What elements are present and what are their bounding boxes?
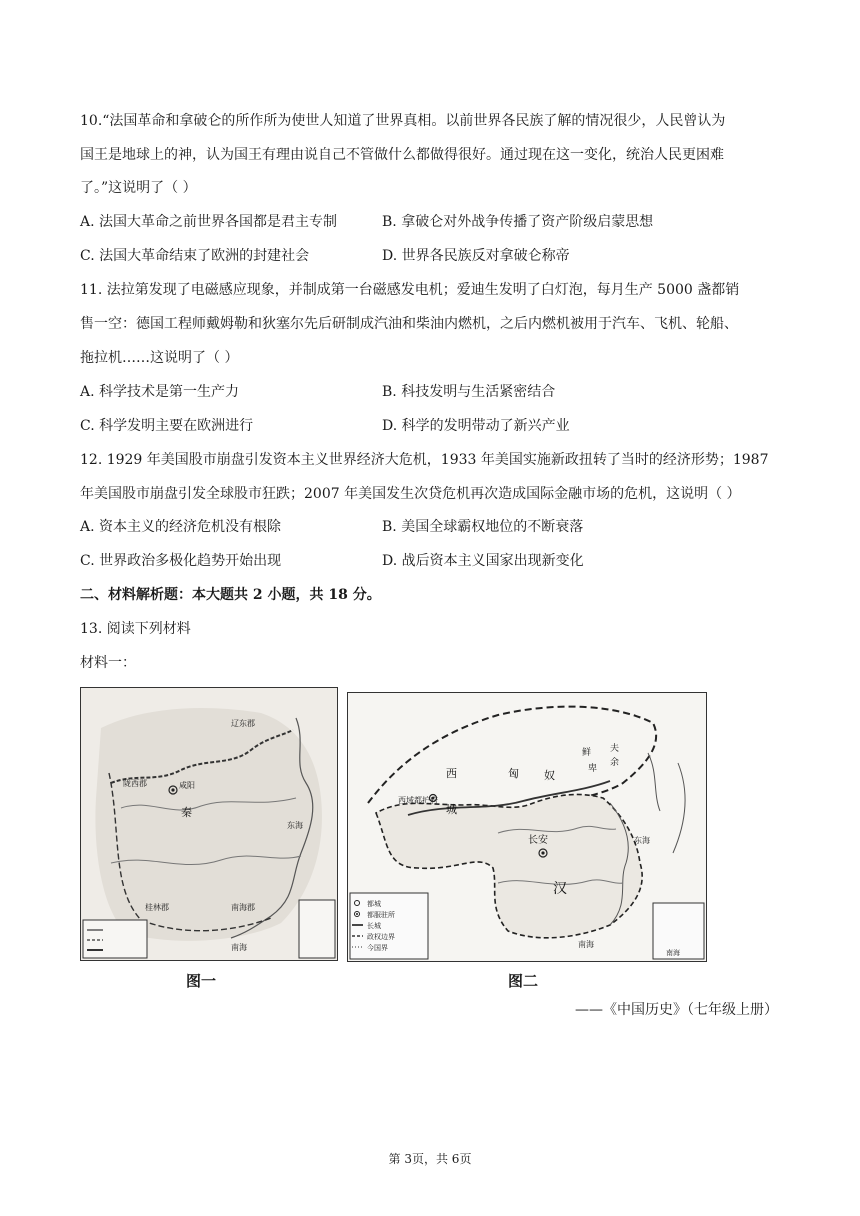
place-longxi: 陇西郡 <box>123 779 147 788</box>
figure-2-label: 图二 <box>508 972 539 990</box>
q12-option-b: B. 美国全球霸权地位的不断衰落 <box>382 519 584 535</box>
source-citation: ——《中国历史》（七年级上册） <box>575 1002 778 1018</box>
place-yu: 余 <box>610 758 620 768</box>
han-map <box>348 693 706 961</box>
place-nanhai-jun: 南海郡 <box>231 903 255 912</box>
q10-line-2: 国王是地球上的神，认为国王有理由说自己不管做什么都做得很好。通过现在这一变化，统治人民更困难 <box>80 147 724 163</box>
q10-option-c: C. 法国大革命结束了欧洲的封建社会 <box>80 248 310 264</box>
q10-option-a: A. 法国大革命之前世界各国都是君主专制 <box>80 214 338 230</box>
q11-option-c: C. 科学发明主要在欧洲进行 <box>80 418 254 434</box>
place-nanhai-inset: 南海 <box>666 949 680 957</box>
place-donghai: 东海 <box>287 821 303 830</box>
q10-option-d: D. 世界各民族反对拿破仑称帝 <box>382 248 570 264</box>
map-figure-1 <box>80 687 338 961</box>
map-figure-2 <box>347 692 707 962</box>
q11-line-2: 售一空：德国工程师戴姆勒和狄塞尔先后研制成汽油和柴油内燃机，之后内燃机被用于汽车、飞机、轮船、 <box>80 316 738 332</box>
q12-option-a: A. 资本主义的经济危机没有根除 <box>80 519 282 535</box>
legend-great-wall: 长城 <box>367 922 381 930</box>
place-nu: 奴 <box>544 769 555 782</box>
q12-line-1: 12. 1929 年美国股市崩盘引发资本主义世界经济大危机，1933 年美国实施新政扭转了当时的经济形势；1987 <box>80 452 769 468</box>
place-nanhai: 南海 <box>578 940 594 949</box>
place-xiyu-duhufu: 西域都护府 <box>398 796 438 805</box>
qin-map <box>81 688 337 960</box>
q10-line-1: 10.“法国革命和拿破仑的所作所为使世人知道了世界真相。以前世界各民族了解的情况很少，人民曾认为 <box>80 113 726 129</box>
q11-line-3: 拖拉机……这说明了（ ） <box>80 350 239 366</box>
place-donghai: 东海 <box>634 836 650 845</box>
q11-option-a: A. 科学技术是第一生产力 <box>80 384 240 400</box>
place-han: 汉 <box>553 881 567 897</box>
place-xiong: 匈 <box>508 767 519 780</box>
place-xianyang: 咸阳 <box>179 781 195 790</box>
place-guilin: 桂林郡 <box>145 903 169 912</box>
place-xian: 鲜 <box>582 748 592 758</box>
place-liaodong: 辽东郡 <box>231 719 255 728</box>
place-qin: 秦 <box>181 806 192 819</box>
place-nanhai: 南海 <box>231 943 247 952</box>
place-bei: 卑 <box>588 764 598 774</box>
figure-1-label: 图一 <box>186 972 217 990</box>
legend-garrison: 都服驻所 <box>367 911 395 919</box>
place-fu: 夫 <box>610 744 620 754</box>
place-changan: 长安 <box>528 835 548 846</box>
q13-prompt: 13. 阅读下列材料 <box>80 621 191 637</box>
legend-regime-border: 政权边界 <box>367 933 395 941</box>
q10-option-b: B. 拿破仑对外战争传播了资产阶级启蒙思想 <box>382 214 654 230</box>
legend-capital: 都城 <box>367 900 381 908</box>
material-1-label: 材料一： <box>80 655 136 671</box>
q12-option-d: D. 战后资本主义国家出现新变化 <box>382 553 584 569</box>
q10-line-3: 了。”这说明了（ ） <box>80 180 197 196</box>
place-xi: 西 <box>446 767 457 780</box>
q11-line-1: 11. 法拉第发现了电磁感应现象，并制成第一台磁感发电机；爱迪生发明了白灯泡，每月生产 5000 盏都销 <box>80 282 740 298</box>
page-footer: 第 3页，共 6页 <box>388 1152 472 1166</box>
q12-option-c: C. 世界政治多极化趋势开始出现 <box>80 553 282 569</box>
place-cheng: 城 <box>446 803 457 816</box>
legend-national-border: 今国界 <box>367 944 388 952</box>
q11-option-d: D. 科学的发明带动了新兴产业 <box>382 418 570 434</box>
section-heading: 二、材料解析题：本大题共 2 小题，共 18 分。 <box>80 587 381 603</box>
q12-line-2: 年美国股市崩盘引发全球股市狂跌；2007 年美国发生次贷危机再次造成国际金融市场的危机，这说明（ ） <box>80 486 741 502</box>
q11-option-b: B. 科技发明与生活紧密结合 <box>382 384 556 400</box>
